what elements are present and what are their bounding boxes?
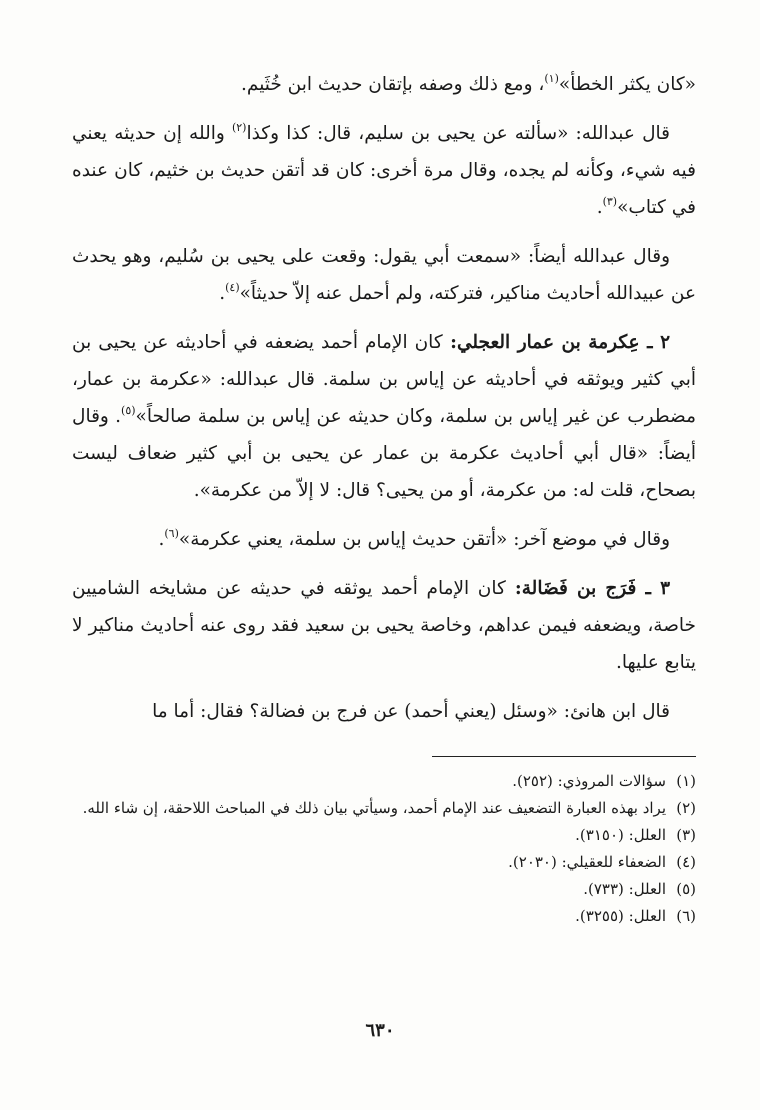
page-body <box>72 66 696 931</box>
entry-heading-ikrima: ٢ ـ عِكرمة بن عمار العجلي: <box>442 332 670 353</box>
footnote-ref-5[interactable]: (٥) <box>121 404 136 417</box>
paragraph-2: قال عبدالله: «سألته عن يحيى بن سليم، قال: كذا وكذا$^{(٢)}$ والله إن حديثه يعني فيه شيء، وكأنه لم يجده، وقال مرة أخرى: كان قد أتقن حديث بن خثيم، كان عنده في كتاب»$^{(٣)}$. <box>72 121 696 218</box>
footnote-ref-3[interactable]: (٣) <box>602 195 618 208</box>
footnote-item: (٤) الضعفاء للعقيلي: (٢٠٣٠). <box>508 853 696 871</box>
footnote-item: (١) سؤالات المروذي: (٢٥٢). <box>512 772 696 790</box>
footnote-ref-1[interactable]: (١) <box>544 72 559 85</box>
entry-heading-faraj: ٣ ـ فَرَج بن فَضَالة: <box>505 578 670 599</box>
paragraph-3: وقال عبدالله أيضاً: «سمعت أبي يقول: وقعت على يحيى بن سُليم، وهو يحدث عن عبيدالله أحاديث مناكير، فتركته، ولم أحمل عنه إلاّ حديثاً»$^{(٤)}$. <box>72 246 696 304</box>
paragraph-4: ٢ ـ عِكرمة بن عمار العجلي: كان الإمام أحمد يضعفه في أحاديثه عن يحيى بن أبي كثير ويوثقه في أحاديثه عن إياس بن سلمة. قال عبدالله: «عكرمة بن عمار، مضطرب عن غير إياس بن سلمة، وكان حديثه عن إياس بن سلمة صالحاً»$^{(٥)}$. وقال أيضاً: «قال أبي أحاديث عكرمة بن عمار عن يحيى بن أبي كثير ضعاف ليست بصحاح، قلت له: من عكرمة، أو من يحيى؟ قال: لا إلاّ من عكرمة». <box>72 332 696 501</box>
paragraph-6: ٣ ـ فَرَج بن فَضَالة: كان الإمام أحمد يوثقه في حديثه عن مشايخه الشاميين خاصة، ويضعفه فيمن عداهم، وخاصة يحيى بن سعيد فقد روى عنه أحاديث مناكير لا يتابع عليها. <box>72 578 696 673</box>
paragraph-1: «كان يكثر الخطأ»$^{(١)}$، ومع ذلك وصفه بإتقان حديث ابن خُثَيم. <box>241 72 696 95</box>
paragraph-7: قال ابن هانئ: «وسئل (يعني أحمد) عن فرج بن فضالة؟ فقال: أما ما <box>152 701 670 722</box>
footnotes <box>72 769 696 929</box>
footnote-item: (٥) العلل: (٧٣٣). <box>583 880 696 898</box>
footnote-ref-4[interactable]: (٤) <box>225 281 240 294</box>
footnote-divider <box>432 756 696 757</box>
footnote-item: (٣) العلل: (٣١٥٠). <box>575 826 696 844</box>
footnote-item: (٢) يراد بهذه العبارة التضعيف عند الإمام أحمد، وسيأتي بيان ذلك في المباحث اللاحقة، إن شاء الله. <box>82 799 696 817</box>
footnote-ref-6[interactable]: (٦) <box>164 527 179 540</box>
footnote-ref-2[interactable]: (٢) <box>231 121 247 134</box>
page-number: ٦٣٠ <box>365 1020 395 1041</box>
paragraph-5: وقال في موضع آخر: «أتقن حديث إياس بن سلمة، يعني عكرمة»$^{(٦)}$. <box>158 527 670 550</box>
footnote-item: (٦) العلل: (٣٢٥٥). <box>575 907 696 925</box>
